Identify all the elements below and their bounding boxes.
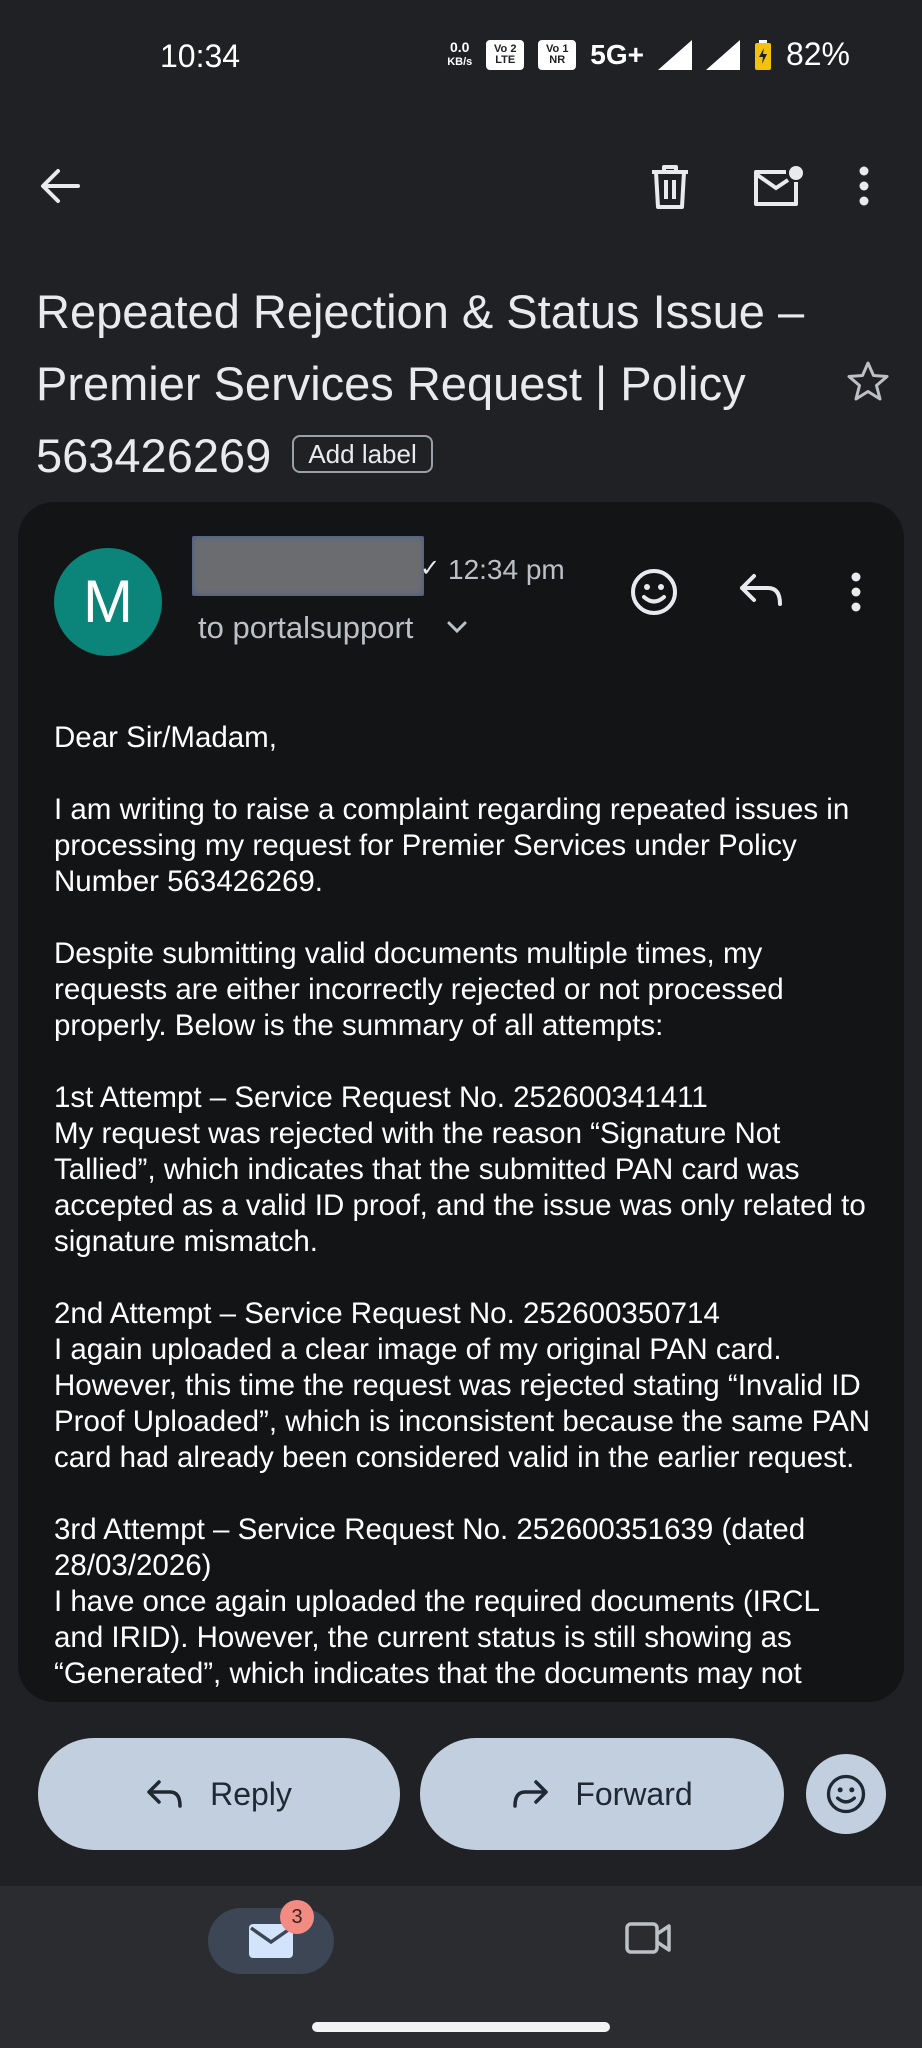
email-subject (36, 276, 826, 492)
reply-icon (738, 572, 784, 608)
status-icons (447, 36, 850, 73)
battery-percent: 82% (785, 36, 850, 72)
emoji-icon (630, 568, 678, 616)
delete-button[interactable] (648, 164, 692, 210)
forward-icon (511, 1779, 549, 1809)
reply-icon (146, 1779, 184, 1809)
home-indicator[interactable] (312, 2022, 610, 2032)
chevron-down-icon (446, 620, 468, 634)
sender-details-chevron[interactable]: ✓ (420, 555, 441, 582)
react-button[interactable] (806, 1754, 886, 1834)
mark-unread-button[interactable] (752, 166, 804, 208)
body-paragraph: Despite submitting valid documents multiple times, my requests are either incorrectly rejected or not processed properly. Below is the summary of all attempts: (54, 937, 784, 1042)
emoji-icon (826, 1774, 866, 1814)
net-speed: 0.0 KB/s (447, 38, 473, 68)
forward-button[interactable] (420, 1738, 784, 1850)
sender-avatar[interactable]: M (54, 548, 162, 656)
tab-mail[interactable] (208, 1908, 334, 1974)
reply-label: Reply (210, 1775, 292, 1812)
recipient-expand-button[interactable] (446, 620, 468, 634)
more-vert-icon (850, 572, 862, 612)
message-time: 12:34 pm (448, 554, 565, 585)
sender-name-redacted (192, 536, 424, 596)
battery-icon (754, 40, 772, 70)
sim1-volte-icon: Vo 2 LTE (486, 40, 524, 70)
body-paragraph: I am writing to raise a complaint regarding repeated issues in processing my request for Premier Services under Policy Number 563426269. (54, 793, 850, 898)
tab-meet[interactable] (624, 1918, 672, 1956)
signal-icon-2 (706, 40, 740, 70)
star-button[interactable] (846, 360, 890, 402)
signal-icon (658, 40, 692, 70)
forward-label: Forward (575, 1775, 693, 1812)
add-reaction-button[interactable] (630, 568, 678, 616)
star-icon (846, 360, 890, 402)
network-type: 5G+ (590, 38, 644, 70)
subject-text: Repeated Rejection & Status Issue – Premier Services Request | Policy 563426269 (36, 285, 805, 482)
message-more-button[interactable] (850, 572, 862, 612)
more-vert-icon (858, 166, 870, 206)
body-paragraph: 2nd Attempt – Service Request No. 252600350714 I again uploaded a clear image of my original PAN card. However, this time the request was rejected stating “Invalid ID Proof Uploaded”, which is inconsistent because the same PAN card had already been considered valid in the earlier request. (54, 1297, 871, 1474)
mark-unread-icon (752, 166, 804, 208)
body-paragraph: 3rd Attempt – Service Request No. 252600351639 (dated 28/03/2026) I have once again uploaded the required documents (IRCL and IRID). However, the current status is still showing as “Generated”, which indicates that the documents may not (54, 1513, 819, 1690)
body-paragraph: 1st Attempt – Service Request No. 252600341411 My request was rejected with the reason “Signature Not Tallied”, which indicates that the submitted PAN card was accepted as a valid ID proof, and the issue was only related to signature mismatch. (54, 1081, 866, 1258)
recipient-line[interactable]: to portalsupport (198, 610, 414, 645)
reply-button[interactable] (38, 1738, 400, 1850)
video-camera-icon (624, 1918, 672, 1956)
more-options-button[interactable] (858, 166, 870, 206)
back-button[interactable] (38, 166, 82, 206)
email-body (54, 720, 874, 1700)
status-time: 10:34 (160, 38, 241, 74)
add-label-chip[interactable]: Add label (292, 435, 432, 473)
body-paragraph: Dear Sir/Madam, (54, 721, 277, 754)
trash-icon (648, 164, 692, 210)
unread-badge: 3 (280, 1900, 314, 1934)
reply-button-header[interactable] (738, 572, 784, 608)
sim2-volte-icon: Vo 1 NR (538, 40, 576, 70)
back-arrow-icon (38, 166, 82, 206)
